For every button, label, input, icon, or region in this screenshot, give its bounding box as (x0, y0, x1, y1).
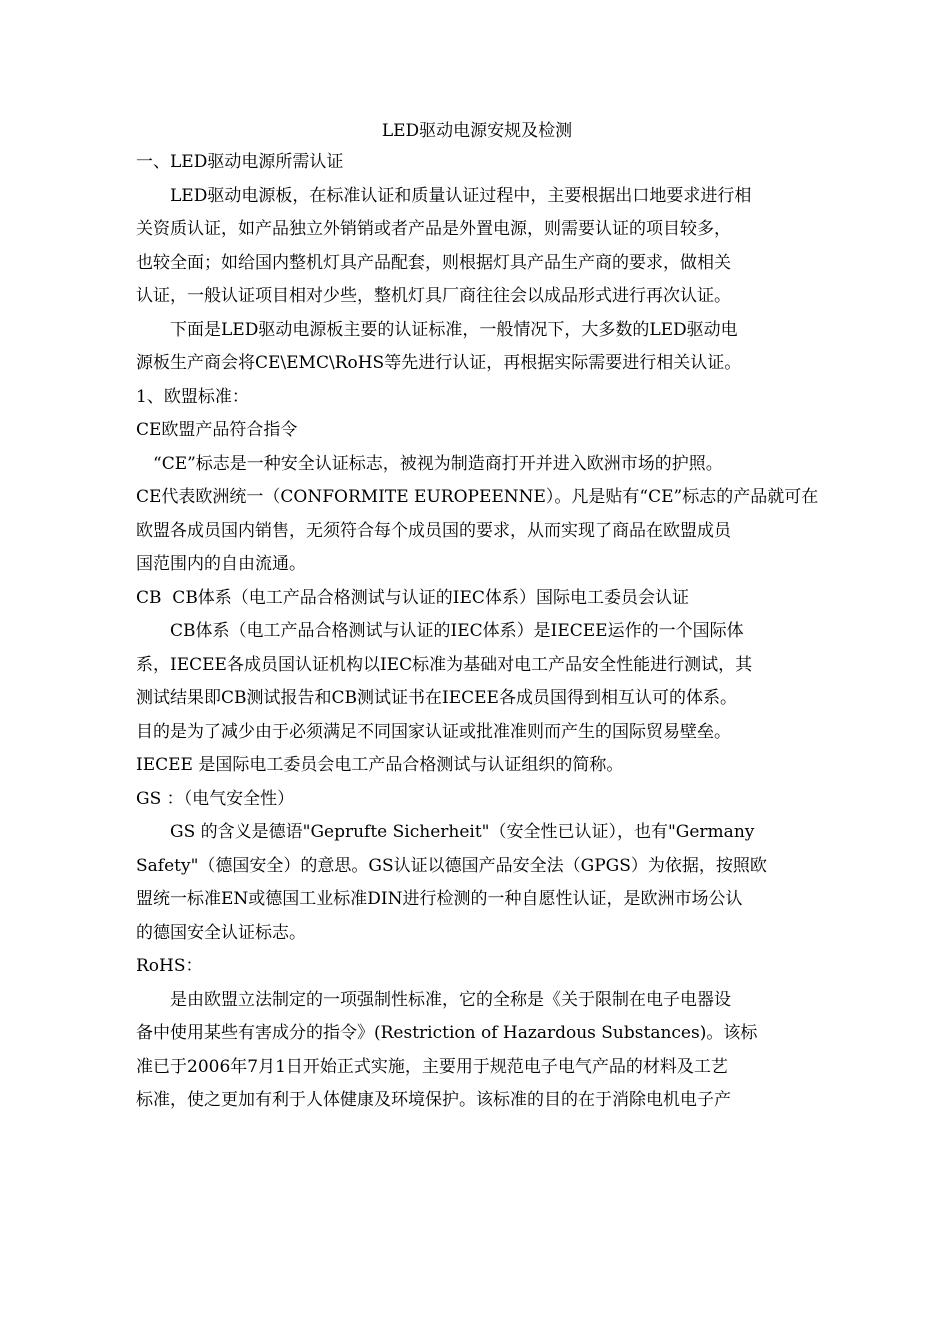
ce-heading: CE欧盟产品符合指令 (136, 420, 298, 440)
paragraph-line: 关资质认证，如产品独立外销销或者产品是外置电源，则需要认证的项目较多， (136, 219, 731, 239)
paragraph-line: 也较全面；如给国内整机灯具产品配套，则根据灯具产品生产商的要求，做相关 (136, 252, 731, 273)
paragraph-line: 备中使用某些有害成分的指令》(Restriction of Hazardous Substances)。该标 (136, 1023, 758, 1043)
paragraph-line: “CE”标志是一种安全认证标志，被视为制造商打开并进入欧洲市场的护照。 (153, 453, 723, 474)
paragraph-line: 目的是为了减少由于必须满足不同国家认证或批准准则而产生的国际贸易壁垒。 (136, 721, 731, 742)
section-heading-certification: 一、LED驱动电源所需认证 (136, 152, 344, 172)
paragraph-line: Safety"（德国安全）的意思。GS认证以德国产品安全法（GPGS）为依据，按照欧 (136, 855, 767, 876)
paragraph-line: IECEE 是国际电工委员会电工产品合格测试与认证组织的简称。 (136, 755, 624, 775)
gs-heading: GS ：（电气安全性） (136, 788, 295, 809)
paragraph-line: 下面是LED驱动电源板主要的认证标准，一般情况下，大多数的LED驱动电 (170, 319, 738, 340)
cb-heading: CB CB体系（电工产品合格测试与认证的IEC体系）国际电工委员会认证 (136, 587, 689, 608)
document-page (136, 116, 818, 1118)
paragraph-rohs (136, 984, 818, 1118)
paragraph-line: 国范围内的自由流通。 (136, 554, 306, 574)
paragraph-line: 标准，使之更加有利于人体健康及环境保护。该标准的目的在于消除电机电子产 (136, 1090, 731, 1110)
rohs-heading: RoHS： (136, 956, 203, 976)
paragraph-ce (136, 448, 818, 582)
paragraph-line: 准已于2006年7月1日开始正式实施，主要用于规范电子电气产品的材料及工艺 (136, 1056, 728, 1077)
subsection-heading-eu: 1、欧盟标准： (136, 386, 249, 407)
paragraph-line: 欧盟各成员国内销售，无须符合每个成员国的要求，从而实现了商品在欧盟成员 (136, 520, 731, 541)
paragraph-line: 系，IECEE各成员国认证机构以IEC标准为基础对电工产品安全性能进行测试，其 (136, 654, 753, 675)
paragraph-gs (136, 816, 818, 950)
paragraph-line: CE代表欧洲统一（CONFORMITE EUROPEENNE）。凡是贴有“CE”标志的产品就可在 (136, 487, 818, 507)
paragraph-cb (136, 615, 818, 783)
paragraph-line: 的德国安全认证标志。 (136, 922, 306, 943)
paragraph-intro (136, 180, 818, 314)
paragraph-line: CB体系（电工产品合格测试与认证的IEC体系）是IECEE运作的一个国际体 (170, 621, 744, 641)
paragraph-line: 源板生产商会将CE\EMC\RoHS等先进行认证，再根据实际需要进行相关认证。 (136, 353, 742, 373)
paragraph-line: 是由欧盟立法制定的一项强制性标准，它的全称是《关于限制在电子电器设 (170, 989, 731, 1010)
paragraph-standards-overview (136, 314, 818, 381)
paragraph-line: 测试结果即CB测试报告和CB测试证书在IECEE各成员国得到相互认可的体系。 (136, 688, 737, 708)
paragraph-line: 认证，一般认证项目相对少些，整机灯具厂商往往会以成品形式进行再次认证。 (136, 286, 731, 306)
paragraph-line: LED驱动电源板，在标准认证和质量认证过程中，主要根据出口地要求进行相 (170, 185, 752, 206)
document-title: LED驱动电源安规及检测 (381, 121, 573, 141)
paragraph-line: GS 的含义是德语"Geprufte Sicherheit"（安全性已认证），也有"Germany (170, 822, 755, 842)
paragraph-line: 盟统一标准EN或德国工业标准DIN进行检测的一种自愿性认证，是欧洲市场公认 (136, 889, 743, 909)
